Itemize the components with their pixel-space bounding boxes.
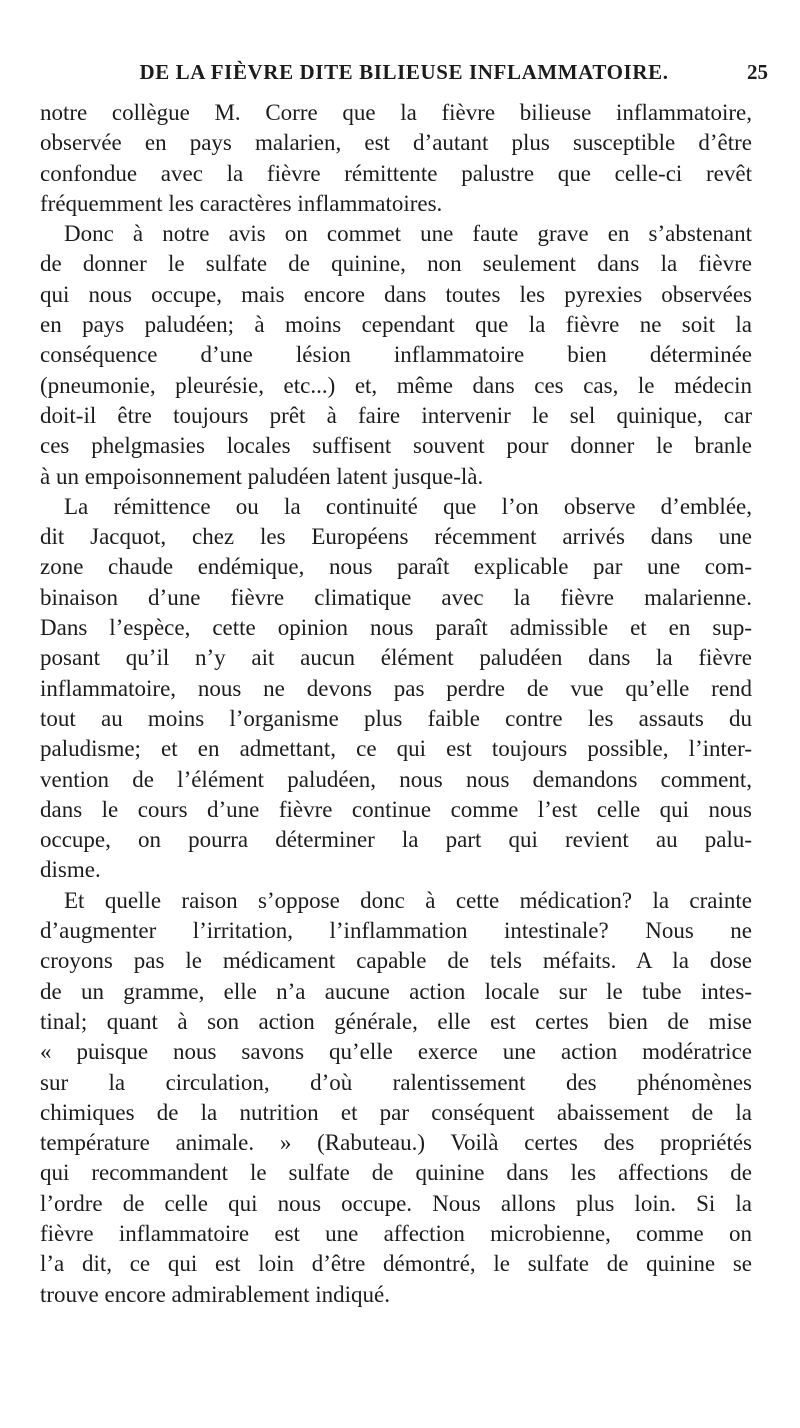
text-line: température animale. » (Rabuteau.) Voilà certes des propriétés	[40, 1130, 752, 1156]
text-line: posant qu’il n’y ait aucun élément paludéen dans la fièvre	[40, 645, 752, 671]
text-line: doit-il être toujours prêt à faire intervenir le sel quinique, car	[40, 402, 752, 428]
text-line: inflammatoire, nous ne devons pas perdre de vue qu’elle rend	[40, 675, 752, 701]
text-line: tinal; quant à son action générale, elle est certes bien de mise	[40, 1008, 752, 1034]
text-line: sur la circulation, d’où ralentissement des phénomènes	[40, 1069, 752, 1095]
text-line: à un empoisonnement paludéen latent jusque-là.	[40, 463, 484, 489]
text-line: (pneumonie, pleurésie, etc...) et, même dans ces cas, le médecin	[40, 372, 752, 398]
text-line: de donner le sulfate de quinine, non seulement dans la fièvre	[40, 251, 752, 277]
text-line: confondue avec la fièvre rémittente palustre que celle-ci revêt	[40, 160, 752, 186]
paragraph-first-line: Et quelle raison s’oppose donc à cette médication? la crainte	[64, 887, 752, 913]
text-line: tout au moins l’organisme plus faible contre les assauts du	[40, 705, 752, 731]
text-line: fréquemment les caractères inflammatoires.	[40, 190, 443, 216]
text-line: l’ordre de celle qui nous occupe. Nous allons plus loin. Si la	[40, 1190, 752, 1216]
text-line: l’a dit, ce qui est loin d’être démontré, le sulfate de quinine se	[40, 1251, 752, 1277]
text-line: croyons pas le médicament capable de tels méfaits. A la dose	[40, 948, 752, 974]
text-line: dit Jacquot, chez les Européens récemment arrivés dans une	[40, 524, 752, 550]
text-line: vention de l’élément paludéen, nous nous demandons comment,	[40, 766, 752, 792]
text-line: notre collègue M. Corre que la fièvre bilieuse inflammatoire,	[40, 100, 752, 125]
text-line: ces phelgmasies locales suffisent souvent pour donner le branle	[40, 433, 752, 459]
page-header	[40, 60, 768, 90]
text-line: paludisme; et en admettant, ce qui est toujours possible, l’inter-	[40, 736, 752, 762]
text-line: d’augmenter l’irritation, l’inflammation intestinale? Nous ne	[40, 918, 752, 944]
text-line: qui recommandent le sulfate de quinine dans les affections de	[40, 1160, 752, 1186]
paragraph-first-line: La rémittence ou la continuité que l’on observe d’emblée,	[64, 493, 752, 519]
text-line: conséquence d’une lésion inflammatoire bien déterminée	[40, 342, 752, 368]
text-line: disme.	[40, 857, 101, 883]
text-line: qui nous occupe, mais encore dans toutes les pyrexies observées	[40, 281, 752, 307]
paragraph-first-line: Donc à notre avis on commet une faute grave en s’abstenant	[64, 221, 752, 247]
text-line: dans le cours d’une fièvre continue comme l’est celle qui nous	[40, 796, 752, 822]
text-line: « puisque nous savons qu’elle exerce une action modératrice	[40, 1039, 752, 1065]
running-title: DE LA FIÈVRE DITE BILIEUSE INFLAMMATOIRE.	[139, 60, 669, 84]
text-line: trouve encore admirablement indiqué.	[40, 1281, 390, 1307]
text-line: zone chaude endémique, nous paraît explicable par une com-	[40, 554, 752, 580]
text-line: occupe, on pourra déterminer la part qui revient au palu-	[40, 827, 752, 853]
text-line: chimiques de la nutrition et par conséquent abaissement de la	[40, 1099, 752, 1125]
page-number: 25	[747, 60, 768, 84]
text-line: en pays paludéen; à moins cependant que la fièvre ne soit la	[40, 312, 752, 338]
text-line: de un gramme, elle n’a aucune action locale sur le tube intes-	[40, 978, 752, 1004]
text-line: Dans l’espèce, cette opinion nous paraît admissible et en sup-	[40, 615, 752, 641]
body-text	[40, 98, 752, 1310]
text-line: fièvre inflammatoire est une affection microbienne, comme on	[40, 1220, 752, 1246]
text-line: binaison d’une fièvre climatique avec la fièvre malarienne.	[40, 584, 752, 610]
text-line: observée en pays malarien, est d’autant plus susceptible d’être	[40, 130, 752, 156]
